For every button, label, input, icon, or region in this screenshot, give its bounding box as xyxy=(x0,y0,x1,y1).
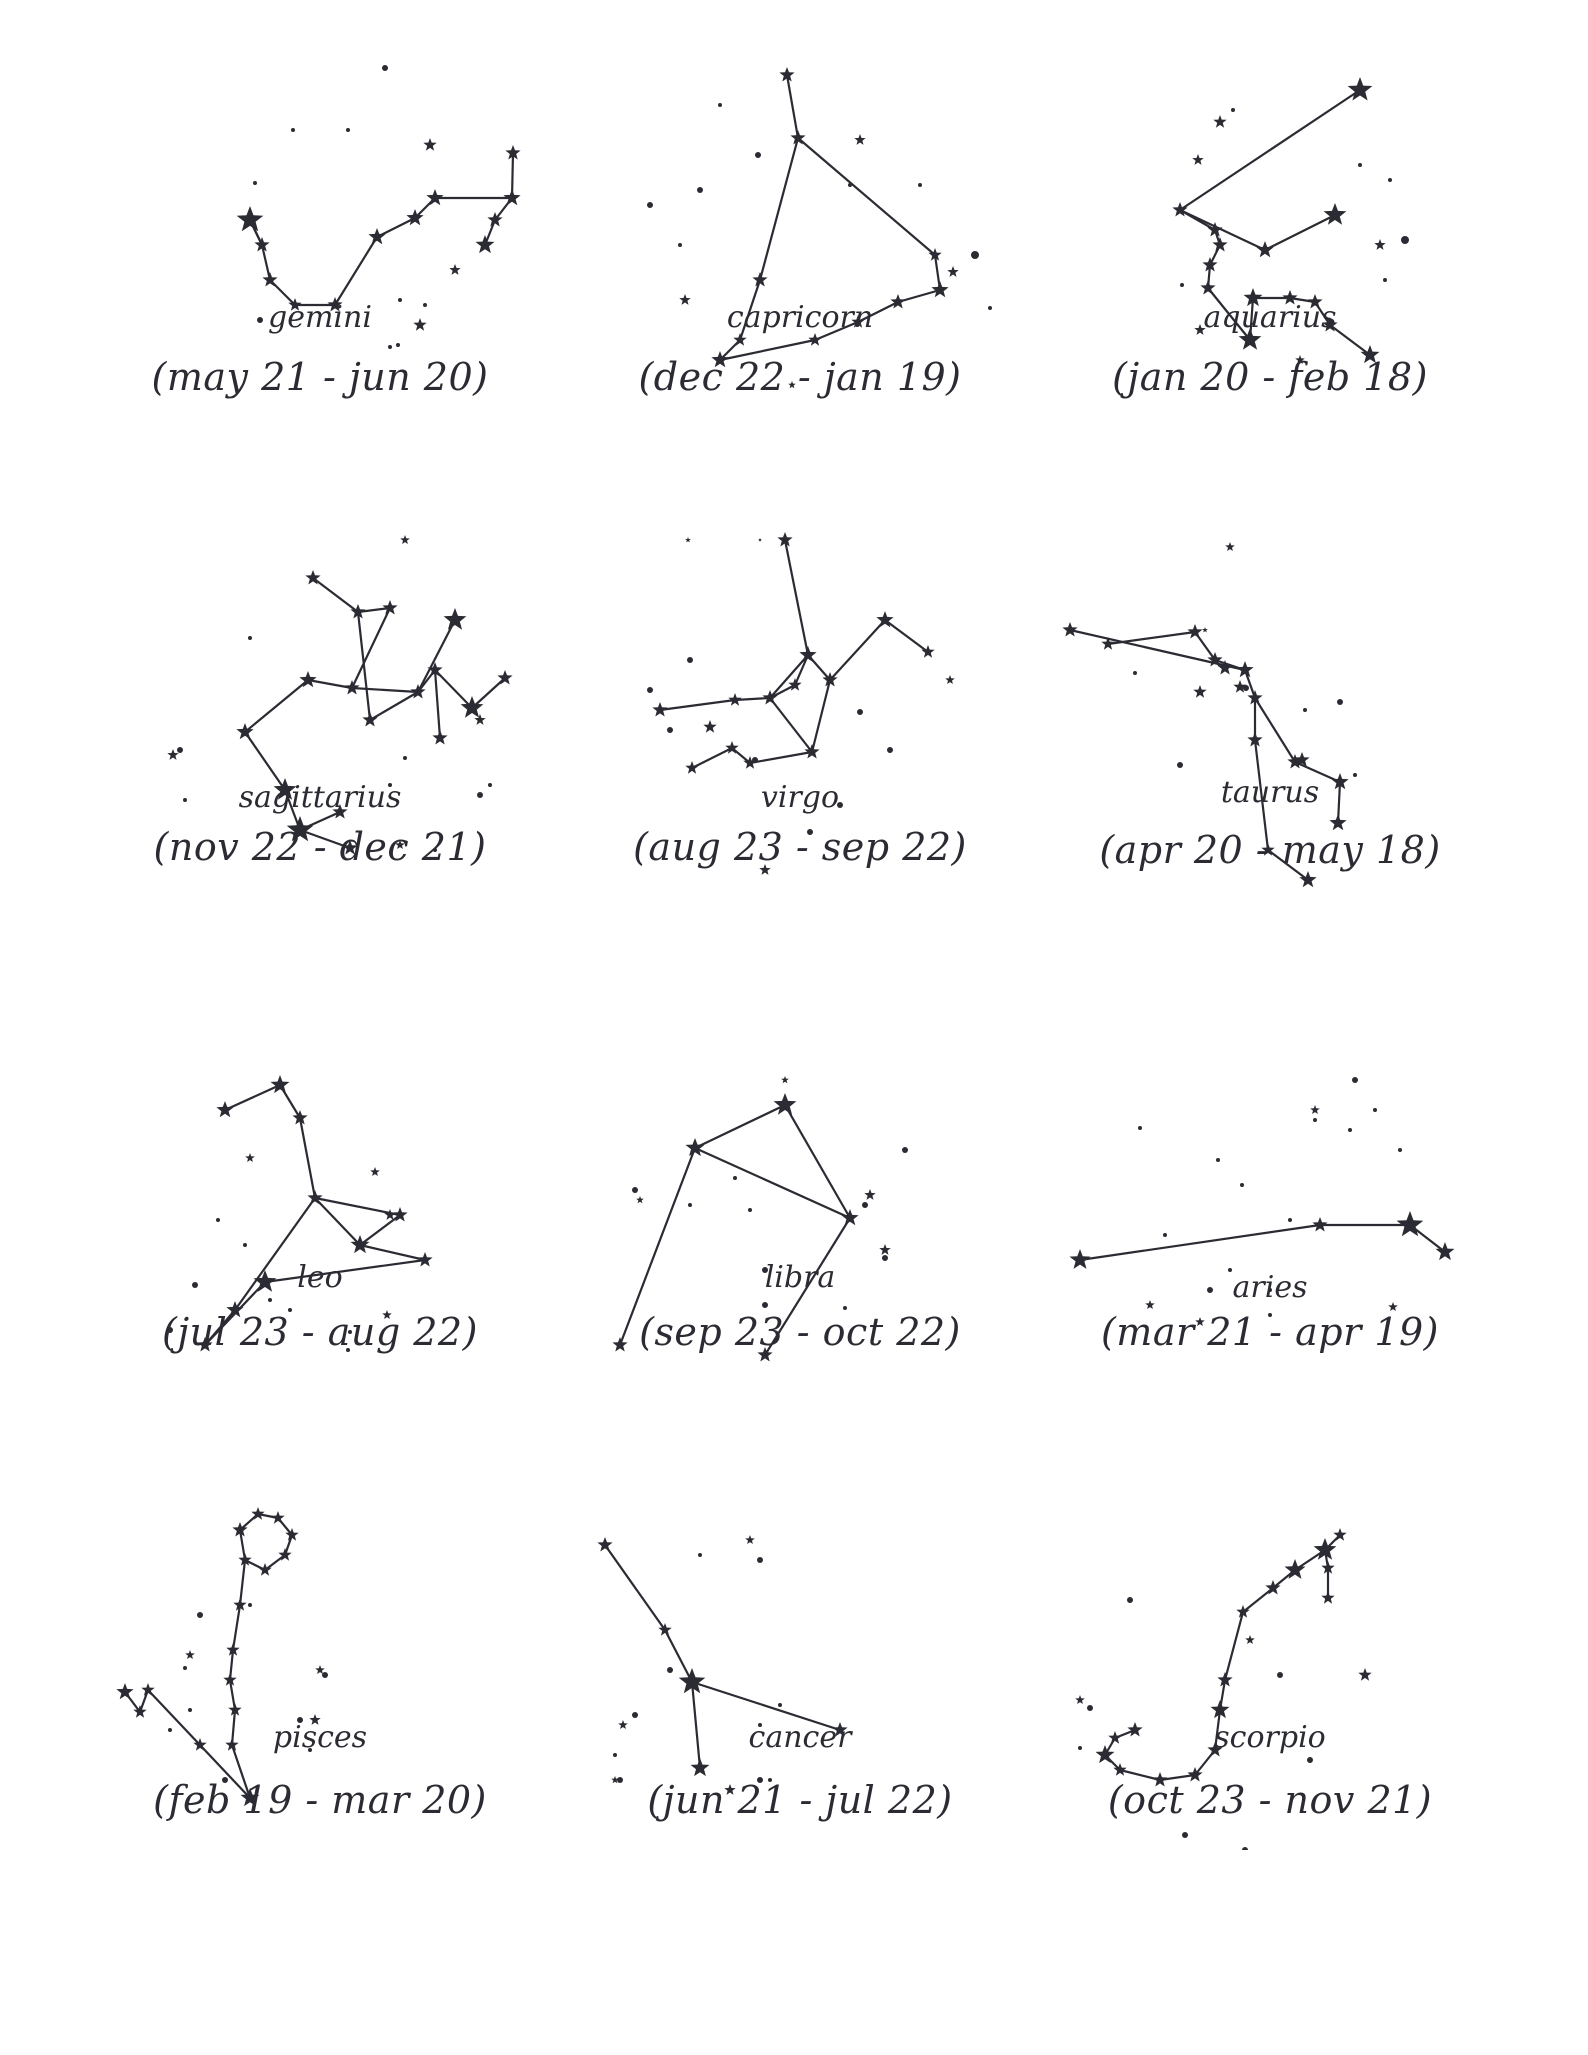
background-dot xyxy=(848,183,852,187)
star-icon xyxy=(1436,1242,1455,1260)
background-dot xyxy=(1163,1233,1167,1237)
constellation-line xyxy=(352,608,390,688)
background-dot xyxy=(197,1612,203,1618)
constellation-line xyxy=(358,612,370,720)
constellation-line xyxy=(435,670,472,708)
background-dot xyxy=(216,1218,220,1222)
background-star-icon xyxy=(703,720,716,733)
star-icon xyxy=(774,1093,797,1115)
background-dot xyxy=(1337,699,1343,705)
sign-name: taurus xyxy=(1220,775,1320,810)
sign-date-range: (feb 19 - mar 20) xyxy=(153,1778,487,1822)
background-dot xyxy=(1133,671,1137,675)
sign-name: aquarius xyxy=(1203,300,1337,335)
star-icon xyxy=(444,608,467,630)
constellation-line xyxy=(695,1105,785,1148)
background-star-icon xyxy=(864,1189,875,1200)
star-icon xyxy=(1172,202,1187,217)
constellation-line xyxy=(760,138,798,280)
star-icon xyxy=(1256,241,1273,257)
sign-name: sagittarius xyxy=(238,780,402,815)
background-star-icon xyxy=(685,537,691,542)
constellation-line xyxy=(370,692,418,720)
background-dot xyxy=(243,1243,247,1247)
star-icon xyxy=(788,678,801,691)
star-icon xyxy=(1062,622,1077,637)
constellation-line xyxy=(665,1630,692,1682)
background-dot xyxy=(971,251,979,259)
star-icon xyxy=(1321,1591,1334,1604)
constellation-card-cancer xyxy=(540,1480,1060,1975)
background-star-icon xyxy=(1202,627,1208,632)
star-icon xyxy=(1187,624,1202,639)
background-dot xyxy=(1177,762,1183,768)
constellation-line xyxy=(660,700,735,710)
background-dot xyxy=(1216,1158,1220,1162)
constellation-line xyxy=(245,680,308,732)
constellation-line xyxy=(695,1148,850,1218)
background-dot xyxy=(1313,1118,1317,1122)
background-dot xyxy=(248,636,252,640)
background-dot xyxy=(403,756,407,760)
background-star-icon xyxy=(1192,154,1203,165)
star-icon xyxy=(1200,280,1215,295)
constellation-line xyxy=(335,237,377,305)
background-dot xyxy=(688,1203,692,1207)
background-dot xyxy=(322,1672,328,1678)
background-star-icon xyxy=(185,1650,195,1659)
background-dot xyxy=(1277,1672,1283,1678)
sign-date-range: (oct 23 - nov 21) xyxy=(1107,1778,1433,1822)
background-dot xyxy=(757,1557,763,1563)
background-star-icon xyxy=(636,1196,644,1203)
sign-date-range: (jul 23 - aug 22) xyxy=(162,1310,478,1354)
background-dot xyxy=(382,65,388,71)
star-icon xyxy=(728,693,741,706)
star-icon xyxy=(1236,661,1253,677)
background-star-icon xyxy=(879,1244,890,1255)
sign-name: gemini xyxy=(268,300,372,335)
background-dot xyxy=(1240,1183,1244,1187)
background-star-icon xyxy=(1374,239,1385,250)
background-dot xyxy=(752,757,758,763)
constellation-card-capricorn xyxy=(540,40,1060,535)
background-dot xyxy=(1182,1832,1188,1838)
background-dot xyxy=(748,1208,752,1212)
constellation-line xyxy=(313,578,358,612)
star-icon xyxy=(271,1075,290,1093)
sign-date-range: (may 21 - jun 20) xyxy=(151,355,489,399)
constellation-line xyxy=(787,75,798,138)
background-star-icon xyxy=(370,1167,380,1176)
background-star-icon xyxy=(1310,1105,1320,1114)
star-icon xyxy=(1070,1249,1091,1269)
constellation-line xyxy=(1255,698,1295,762)
sign-name: virgo xyxy=(760,780,840,815)
sign-date-range: (jan 20 - feb 18) xyxy=(1112,355,1428,399)
background-dot xyxy=(687,657,693,663)
background-star-icon xyxy=(945,675,955,684)
star-icon xyxy=(236,723,253,739)
sign-date-range: (dec 22 - jan 19) xyxy=(638,355,962,399)
background-dot xyxy=(346,128,350,132)
star-icon xyxy=(597,1537,612,1552)
background-dot xyxy=(647,202,653,208)
constellation-line xyxy=(798,138,935,255)
background-dot xyxy=(632,1187,638,1193)
star-icon xyxy=(799,646,816,662)
star-icon xyxy=(921,645,934,658)
background-star-icon xyxy=(1213,115,1226,128)
background-dot xyxy=(887,747,893,753)
background-dot xyxy=(733,1176,737,1180)
star-icon xyxy=(758,538,762,542)
constellation-line xyxy=(233,1605,240,1650)
constellation-card-aquarius xyxy=(1010,40,1530,535)
background-star-icon xyxy=(1245,1635,1255,1644)
sign-name: scorpio xyxy=(1214,1720,1326,1755)
background-dot xyxy=(248,1603,252,1607)
background-star-icon xyxy=(449,264,460,275)
constellation-line xyxy=(785,540,808,655)
star-icon xyxy=(432,730,447,745)
background-dot xyxy=(697,187,703,193)
star-icon xyxy=(652,702,667,717)
background-dot xyxy=(1127,1597,1133,1603)
sign-date-range: (sep 23 - oct 22) xyxy=(639,1310,961,1354)
background-dot xyxy=(183,1666,187,1670)
background-dot xyxy=(667,1667,673,1673)
background-dot xyxy=(396,343,400,347)
constellation-card-virgo xyxy=(540,520,1060,1015)
background-star-icon xyxy=(400,535,410,544)
constellation-line xyxy=(750,752,812,763)
star-icon xyxy=(368,228,385,244)
star-icon xyxy=(216,1101,233,1117)
constellation-line xyxy=(472,678,505,708)
constellation-line xyxy=(605,1545,665,1630)
star-icon xyxy=(476,235,495,253)
background-dot xyxy=(918,183,922,187)
sign-date-range: (mar 21 - apr 19) xyxy=(1100,1310,1439,1354)
star-icon xyxy=(503,189,520,205)
constellation-line xyxy=(360,1215,400,1245)
background-dot xyxy=(755,152,761,158)
background-dot xyxy=(1138,1126,1142,1130)
background-dot xyxy=(667,727,673,733)
constellation-line xyxy=(770,655,808,698)
sign-name: cancer xyxy=(748,1720,852,1755)
background-star-icon xyxy=(245,1153,255,1162)
constellation-line xyxy=(1225,1612,1243,1680)
constellation-line xyxy=(435,670,440,738)
background-dot xyxy=(1348,1128,1352,1132)
sign-name: aries xyxy=(1232,1270,1308,1305)
star-icon xyxy=(1212,237,1227,252)
star-icon xyxy=(752,272,767,287)
constellation-line xyxy=(225,1085,280,1110)
background-dot xyxy=(1180,283,1184,287)
background-dot xyxy=(1388,178,1392,182)
constellation-line xyxy=(692,748,732,768)
star-icon xyxy=(1299,871,1316,887)
background-dot xyxy=(902,1147,908,1153)
star-icon xyxy=(344,680,359,695)
background-dot xyxy=(1231,108,1235,112)
star-icon xyxy=(1312,1217,1327,1232)
constellation-line xyxy=(240,1560,245,1605)
constellation-line xyxy=(1265,215,1335,250)
background-dot xyxy=(762,1302,768,1308)
constellation-line xyxy=(885,620,928,652)
background-star-icon xyxy=(1075,1695,1085,1704)
background-dot xyxy=(188,1708,192,1712)
background-dot xyxy=(1242,1847,1248,1850)
background-dot xyxy=(1288,1218,1292,1222)
star-icon xyxy=(258,1563,271,1576)
background-star-icon xyxy=(854,134,865,145)
constellation-line xyxy=(785,1105,850,1218)
sign-name: pisces xyxy=(272,1720,368,1755)
background-dot xyxy=(718,103,722,107)
constellation-line xyxy=(1243,1588,1273,1612)
constellation-card-gemini xyxy=(60,40,580,535)
star-icon xyxy=(686,1138,705,1156)
constellation-line xyxy=(300,1118,315,1198)
constellation-line xyxy=(1080,1225,1320,1260)
sign-date-range: (aug 23 - sep 22) xyxy=(633,825,967,869)
sign-date-range: (nov 22 - dec 21) xyxy=(153,825,487,869)
background-dot xyxy=(268,1298,272,1302)
background-dot xyxy=(632,1712,638,1718)
star-icon xyxy=(1324,203,1347,225)
background-star-icon xyxy=(1358,1668,1371,1681)
background-dot xyxy=(1373,1108,1377,1112)
constellation-line xyxy=(360,1245,425,1260)
star-icon xyxy=(691,1758,710,1776)
star-icon xyxy=(382,600,397,615)
background-star-icon xyxy=(947,266,958,277)
background-dot xyxy=(1358,163,1362,167)
background-dot xyxy=(388,345,392,349)
background-dot xyxy=(253,181,257,185)
background-star-icon xyxy=(781,1076,789,1083)
sign-name: leo xyxy=(297,1260,343,1295)
constellation-card-pisces xyxy=(60,1480,580,1975)
star-icon xyxy=(237,206,264,231)
star-icon xyxy=(841,1209,858,1225)
star-icon xyxy=(1193,685,1206,698)
constellation-line xyxy=(308,680,352,688)
background-dot xyxy=(857,709,863,715)
background-dot xyxy=(1303,708,1307,712)
constellation-card-scorpio xyxy=(1010,1480,1530,1975)
constellation-line xyxy=(812,680,830,752)
constellation-line xyxy=(1180,90,1360,210)
constellation-line xyxy=(830,620,885,680)
sign-date-range: (jun 21 - jul 22) xyxy=(647,1778,953,1822)
background-star-icon xyxy=(745,1535,755,1544)
star-icon xyxy=(116,1683,133,1699)
background-star-icon xyxy=(423,138,436,151)
background-dot xyxy=(177,747,183,753)
sign-name: libra xyxy=(764,1260,836,1295)
constellation-card-aries xyxy=(1010,1000,1530,1495)
background-dot xyxy=(862,1202,868,1208)
background-dot xyxy=(778,1703,782,1707)
background-dot xyxy=(1087,1705,1093,1711)
background-dot xyxy=(1243,685,1249,691)
star-icon xyxy=(685,761,698,774)
star-icon xyxy=(362,712,377,727)
star-icon xyxy=(271,1511,284,1524)
star-icon xyxy=(931,281,948,297)
background-dot xyxy=(678,243,682,247)
constellation-card-libra xyxy=(540,1000,1060,1495)
constellation-line xyxy=(1108,632,1195,644)
background-dot xyxy=(1401,236,1409,244)
constellation-card-taurus xyxy=(1010,520,1530,1015)
constellation-line xyxy=(352,688,418,692)
background-dot xyxy=(1307,1757,1313,1763)
background-dot xyxy=(1352,1077,1358,1083)
background-dot xyxy=(1383,278,1387,282)
background-star-icon xyxy=(167,749,178,760)
sign-name: capricorn xyxy=(726,300,874,335)
background-dot xyxy=(698,1553,702,1557)
constellation-card-sagittarius xyxy=(60,520,580,1015)
background-dot xyxy=(291,128,295,132)
background-dot xyxy=(647,687,653,693)
background-star-icon xyxy=(1225,542,1235,551)
constellation-line xyxy=(770,698,812,752)
constellation-card-leo xyxy=(60,1000,580,1495)
sign-date-range: (apr 20 - may 18) xyxy=(1099,828,1441,872)
background-dot xyxy=(1398,1148,1402,1152)
